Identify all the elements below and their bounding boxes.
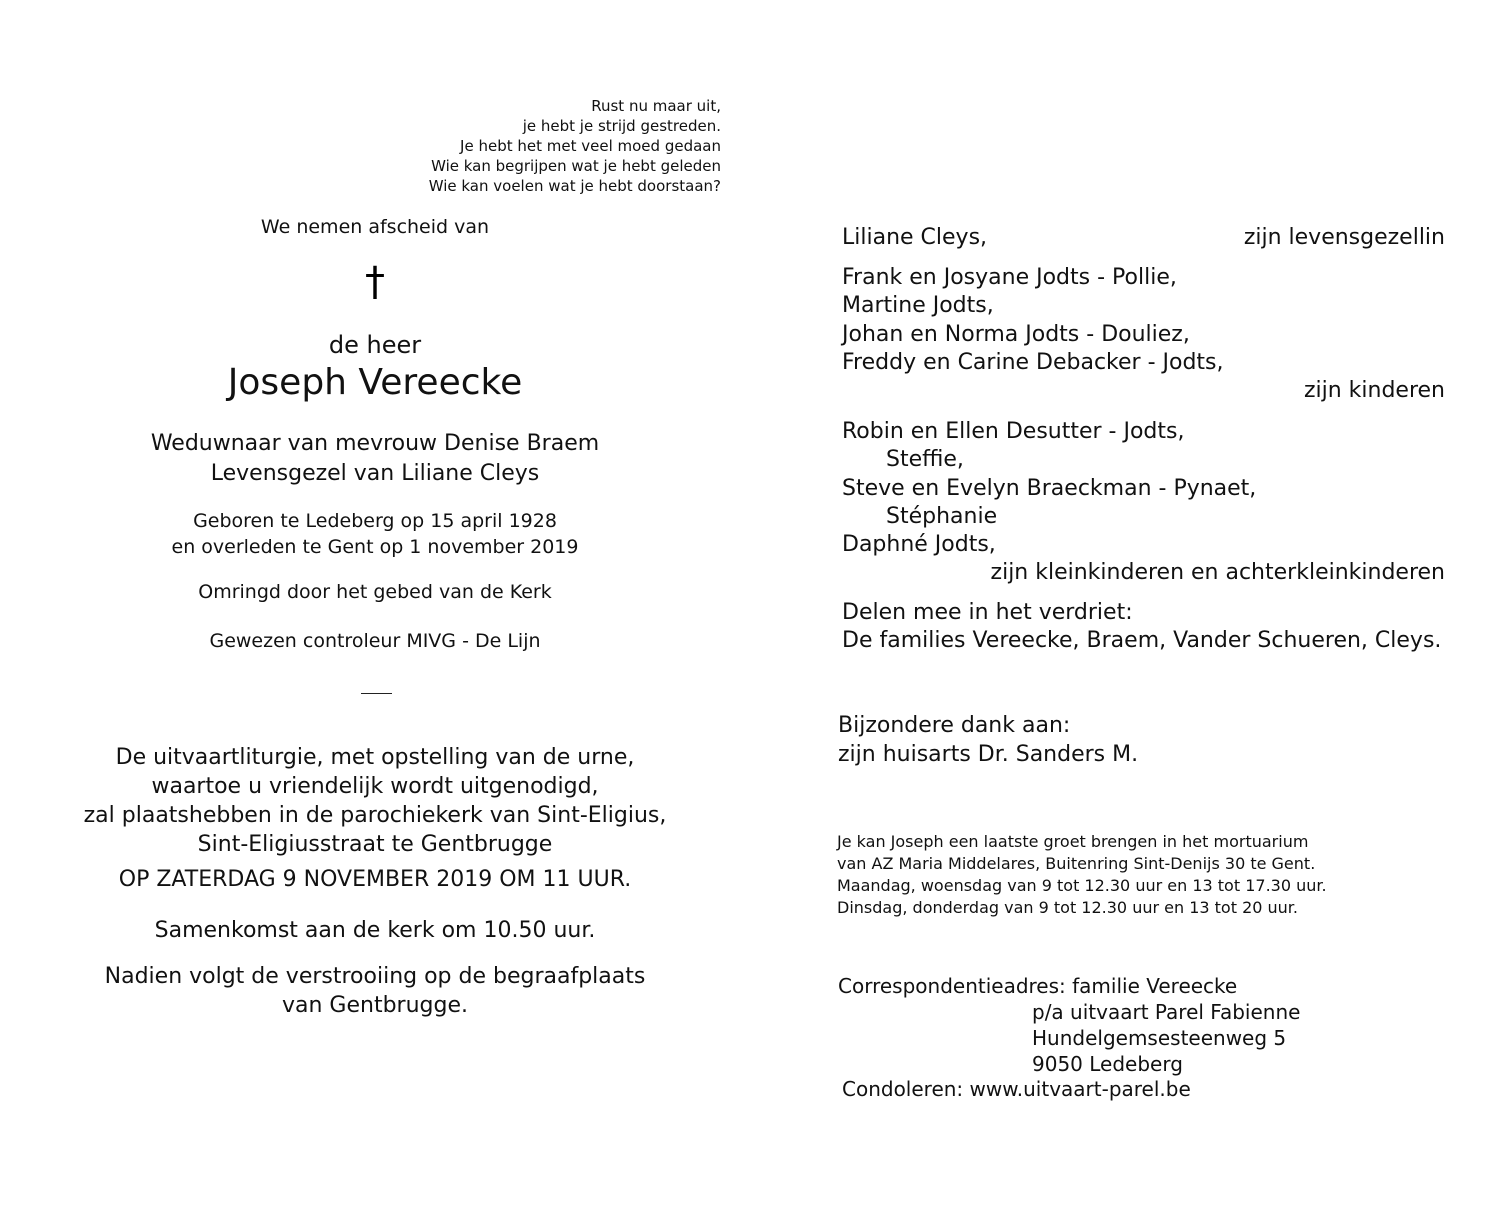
mortuary-line: Maandag, woensdag van 9 tot 12.30 uur en 13 tot 17.30 uur. [837, 876, 1327, 895]
liturgy-line: De uitvaartliturgie, met opstelling van de urne, [115, 745, 635, 770]
mortuary-line: Je kan Joseph een laatste groet brengen in het mortuarium [837, 832, 1309, 851]
birth-line: Geboren te Ledeberg op 15 april 1928 [193, 510, 557, 532]
child-line: Johan en Norma Jodts - Douliez, [842, 322, 1190, 347]
child-line: Martine Jodts, [842, 293, 994, 318]
grandchild-line: Robin en Ellen Desutter - Jodts, [842, 419, 1185, 444]
address-line: p/a uitvaart Parel Fabienne [1032, 1000, 1301, 1024]
liturgy-block [0, 743, 750, 859]
mortuary-line: van AZ Maria Middelares, Buitenring Sint-Denijs 30 te Gent. [837, 854, 1316, 873]
divider [361, 693, 392, 694]
church-line: Omringd door het gebed van de Kerk [198, 581, 552, 603]
mortuary-block [837, 831, 1327, 919]
widower-line: Weduwnaar van mevrouw Denise Braem [150, 431, 600, 456]
share-families: De families Vereecke, Braem, Vander Schueren, Cleys. [842, 628, 1442, 653]
poem-line: Rust nu maar uit, [591, 97, 721, 115]
poem-line: je hebt je strijd gestreden. [522, 117, 721, 135]
partner-name: Liliane Cleys, [842, 225, 988, 250]
life-dates [0, 508, 750, 560]
children-relation: zijn kinderen [1303, 378, 1445, 403]
liturgy-line: waartoe u vriendelijk wordt uitgenodigd, [151, 774, 599, 799]
meeting-line: Samenkomst aan de kerk om 10.50 uur. [154, 918, 596, 943]
deceased-title: de heer [328, 331, 422, 359]
thanks-title: Bijzondere dank aan: [838, 713, 1071, 738]
occupation-line: Gewezen controleur MIVG - De Lijn [209, 630, 541, 652]
thanks-doctor: zijn huisarts Dr. Sanders M. [838, 742, 1139, 767]
great-grandchild-line: Stéphanie [886, 504, 998, 529]
poem-line: Je hebt het met veel moed gedaan [460, 137, 721, 155]
share-title: Delen mee in het verdriet: [842, 600, 1133, 625]
grandchild-line: Steve en Evelyn Braeckman - Pynaet, [842, 476, 1257, 501]
condolences-link[interactable]: Condoleren: www.uitvaart-parel.be [842, 1077, 1191, 1101]
farewell-intro: We nemen afscheid van [260, 216, 490, 238]
child-line: Frank en Josyane Jodts - Pollie, [842, 265, 1177, 290]
funeral-date: OP ZATERDAG 9 NOVEMBER 2019 OM 11 UUR. [118, 867, 632, 892]
companion-line: Levensgezel van Liliane Cleys [210, 461, 540, 486]
poem-line: Wie kan voelen wat je hebt doorstaan? [428, 177, 721, 195]
poem-line: Wie kan begrijpen wat je hebt geleden [431, 157, 721, 175]
address-line: 9050 Ledeberg [1032, 1052, 1183, 1076]
cross-icon: † [365, 259, 385, 305]
grandchild-line: Daphné Jodts, [842, 532, 996, 557]
scatter-line: van Gentbrugge. [281, 993, 468, 1018]
deceased-name: Joseph Vereecke [227, 362, 523, 403]
poem [429, 96, 721, 196]
grandchildren-relation: zijn kleinkinderen en achterkleinkinderen [990, 560, 1445, 585]
partner-relation: zijn levensgezellin [1243, 225, 1445, 250]
address-line: Hundelgemsesteenweg 5 [1032, 1026, 1287, 1050]
scatter-block [0, 962, 750, 1020]
scatter-line: Nadien volgt de verstrooiing op de begraafplaats [104, 964, 646, 989]
great-grandchild-line: Steffie, [886, 447, 964, 472]
liturgy-line: zal plaatshebben in de parochiekerk van Sint-Eligius, [83, 803, 667, 828]
child-line: Freddy en Carine Debacker - Jodts, [842, 350, 1224, 375]
death-line: en overleden te Gent op 1 november 2019 [171, 536, 579, 558]
mortuary-line: Dinsdag, donderdag van 9 tot 12.30 uur en 13 tot 20 uur. [837, 898, 1298, 917]
liturgy-line: Sint-Eligiusstraat te Gentbrugge [197, 832, 553, 857]
relations-block [0, 429, 750, 489]
correspondence-label: Correspondentieadres: familie Vereecke [838, 974, 1238, 998]
